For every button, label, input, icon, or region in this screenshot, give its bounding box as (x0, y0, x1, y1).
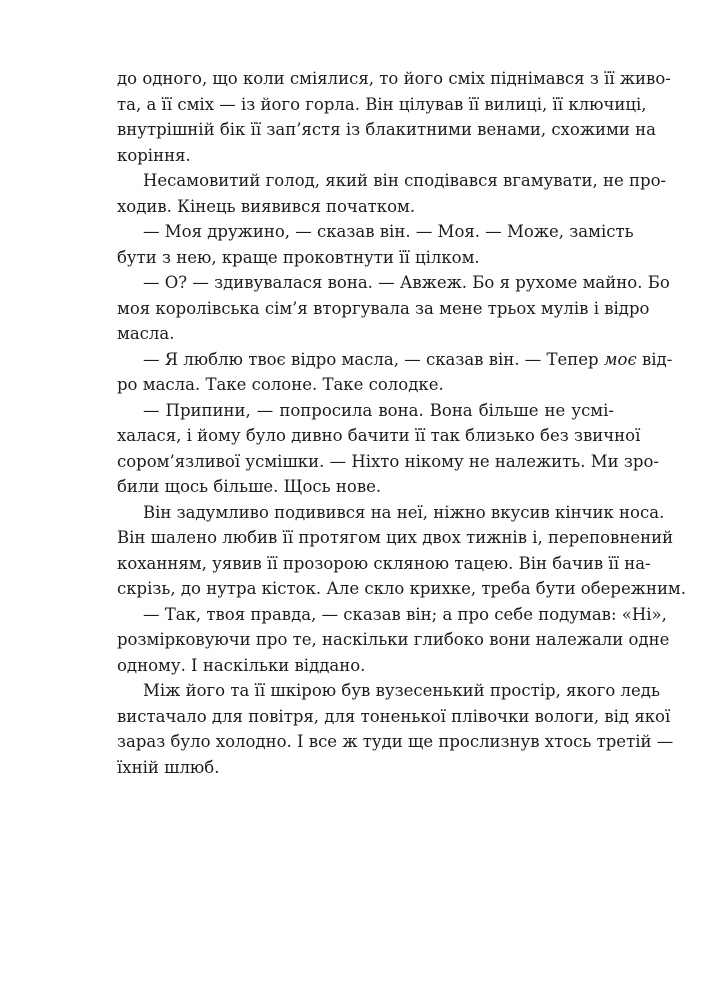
text-line: коріння. (117, 145, 191, 165)
text-line: бути з нею, краще проковтнути її цілком. (117, 247, 480, 267)
paragraph-6 (117, 398, 659, 500)
text-line: одному. І наскільки віддано. (117, 655, 366, 675)
book-page-text (117, 66, 687, 780)
text-line: внутрішній бік її зап’ястя із блакитними венами, схожими на (117, 120, 656, 139)
text-line: коханням, уявив її прозорою скляною тацею. Він бачив її на- (117, 553, 651, 573)
text-line: їхній шлюб. (117, 757, 220, 777)
text-line: ро масла. Таке солоне. Таке солодке. (117, 375, 444, 394)
text-line: до одного, що коли сміялися, то його сміх піднімався з її живо- (117, 69, 671, 88)
text-line: — О? — здивувалася вона. — Авжеж. Бо я рухоме майно. Бо (143, 273, 670, 292)
text-line (117, 347, 673, 373)
text-line: — Моя дружино, — сказав він. — Моя. — Може, замість (143, 222, 634, 241)
text-line: ходив. Кінець виявився початком. (117, 196, 416, 216)
paragraph-9 (117, 678, 674, 780)
paragraph-7 (117, 500, 687, 602)
text-line: — Так, твоя правда, — сказав він; а про себе подумав: «Ні», (143, 604, 667, 624)
text-line: вистачало для повітря, для тоненької плівочки вологи, від якої (117, 706, 671, 726)
paragraph-1 (117, 66, 671, 168)
text-run: від- (636, 349, 673, 369)
text-line: Між його та її шкірою був вузесенький простір, якого ледь (143, 681, 660, 700)
text-run: — Я люблю твоє відро масла, — сказав він. — Тепер (143, 349, 604, 369)
text-line: Несамовитий голод, який він сподівався вгамувати, не про- (143, 171, 667, 190)
text-line: — Припини, — попросила вона. Вона більше не усмі- (143, 400, 614, 420)
text-line: моя королівська сім’я вторгувала за мене трьох мулів і відро (117, 298, 650, 318)
text-line: та, а її сміх — із його горла. Він цілував її вилиці, її ключиці, (117, 94, 647, 114)
text-line: сором’язливої усмішки. — Ніхто нікому не належить. Ми зро- (117, 451, 659, 471)
text-line: Він шалено любив її протягом цих двох тижнів і, переповнений (117, 528, 674, 547)
text-line: Він задумливо подивився на неї, ніжно вкусив кінчик носа. (143, 502, 665, 522)
italic-text: моє (603, 349, 637, 369)
text-line: зараз було холодно. І все ж туди ще прослизнув хтось третій — (117, 732, 674, 751)
text-line: халася, і йому було дивно бачити її так близько без звичної (117, 426, 641, 445)
text-line: скрізь, до нутра кісток. Але скло крихке, треба бути обережним. (117, 579, 687, 598)
text-line: розмірковуючи про те, наскільки глибоко вони належали одне (117, 630, 670, 649)
paragraph-4 (117, 270, 670, 347)
text-line: масла. (117, 324, 175, 343)
text-line: били щось більше. Щось нове. (117, 477, 382, 496)
paragraph-5 (117, 347, 673, 398)
paragraph-2 (117, 168, 667, 219)
paragraph-3 (117, 219, 634, 270)
paragraph-8 (117, 602, 670, 679)
